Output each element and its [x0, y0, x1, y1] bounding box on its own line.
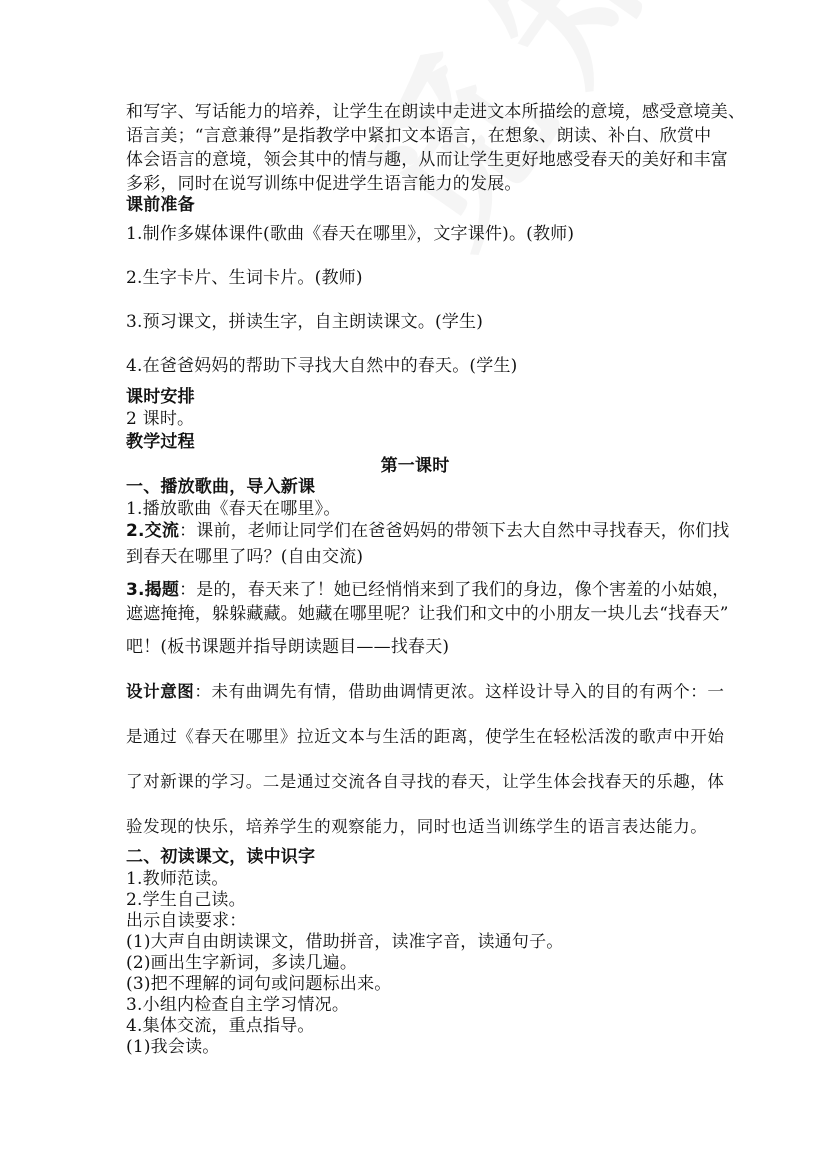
- part2-line-5: (2)画出生字新词，多读几遍。: [126, 953, 358, 973]
- part1-step-3-cont-1: 遮遮掩掩，躲躲藏藏。她藏在哪里呢？让我们和文中的小朋友一块儿去“找春天”: [126, 604, 729, 624]
- prep-item-2: 2.生字卡片、生词卡片。(教师): [126, 268, 363, 288]
- step-3-label: 3.揭题: [126, 580, 180, 600]
- part2-line-9: (1)我会读。: [126, 1037, 220, 1057]
- design-intent-line-1: [126, 681, 725, 703]
- part2-line-6: (3)把不理解的词句或问题标出来。: [126, 974, 392, 994]
- part1-heading: 一、播放歌曲，导入新课: [126, 477, 316, 497]
- step-2-text: ：课前，老师让同学们在爸爸妈妈的带领下去大自然中寻找春天，你们找: [179, 521, 730, 541]
- part2-line-8: 4.集体交流，重点指导。: [126, 1016, 315, 1036]
- part2-line-2: 2.学生自己读。: [126, 890, 246, 910]
- schedule-text: 2 课时。: [126, 409, 195, 429]
- process-heading: 教学过程: [126, 432, 195, 452]
- part2-line-4: (1)大声自由朗读课文，借助拼音，读准字音，读通句子。: [126, 932, 564, 952]
- intro-line-3: 体会语言的意境，领会其中的情与趣，从而让学生更好地感受春天的美好和丰富: [126, 150, 728, 170]
- design-intent-line-3: 了对新课的学习。二是通过交流各自寻找的春天，让学生体会找春天的乐趣，体: [126, 772, 725, 791]
- part2-line-1: 1.教师范读。: [126, 869, 229, 889]
- step-2-label: 2.交流: [126, 521, 180, 541]
- part1-step-1: 1.播放歌曲《春天在哪里》。: [126, 499, 341, 519]
- prep-item-1: 1.制作多媒体课件(歌曲《春天在哪里》，文字课件)。(教师): [126, 224, 575, 244]
- part1-step-3: [126, 579, 730, 601]
- prep-item-3: 3.预习课文，拼读生字，自主朗读课文。(学生): [126, 312, 484, 332]
- lesson-title: 第一课时: [380, 456, 450, 476]
- design-intent-line-2: 是通过《春天在哪里》拉近文本与生活的距离，使学生在轻松活泼的歌声中开始: [126, 727, 725, 746]
- part1-step-2-cont: 到春天在哪里了吗？(自由交流): [126, 547, 364, 567]
- part2-heading: 二、初读课文，读中识字: [126, 847, 316, 867]
- intro-line-4: 多彩，同时在说写训练中促进学生语言能力的发展。: [126, 174, 522, 194]
- part2-line-3: 出示自读要求：: [126, 911, 247, 931]
- design-intent-line-4: 验发现的快乐，培养学生的观察能力，同时也适当训练学生的语言表达能力。: [126, 817, 708, 836]
- part1-step-2: [126, 520, 730, 542]
- part2-line-7: 3.小组内检查自主学习情况。: [126, 995, 350, 1015]
- intro-line-2: 语言美；“言意兼得”是指教学中紧扣文本语言，在想象、朗读、补白、欣赏中: [126, 126, 712, 146]
- part1-step-3-cont-2: 吧！(板书课题并指导朗读题目——找春天): [126, 637, 450, 657]
- step-3-text: ：是的，春天来了！她已经悄悄来到了我们的身边，像个害羞的小姑娘，: [179, 580, 730, 600]
- design-intent-text: ：未有曲调先有情，借助曲调情更浓。这样设计导入的目的有两个：一: [194, 682, 725, 701]
- prep-item-4: 4.在爸爸妈妈的帮助下寻找大自然中的春天。(学生): [126, 356, 518, 376]
- design-intent-label: 设计意图: [126, 682, 195, 701]
- intro-line-1: 和写字、写话能力的培养，让学生在朗读中走进文本所描绘的意境，感受意境美、: [126, 102, 746, 122]
- schedule-heading: 课时安排: [126, 387, 195, 407]
- prep-heading: 课前准备: [126, 195, 195, 215]
